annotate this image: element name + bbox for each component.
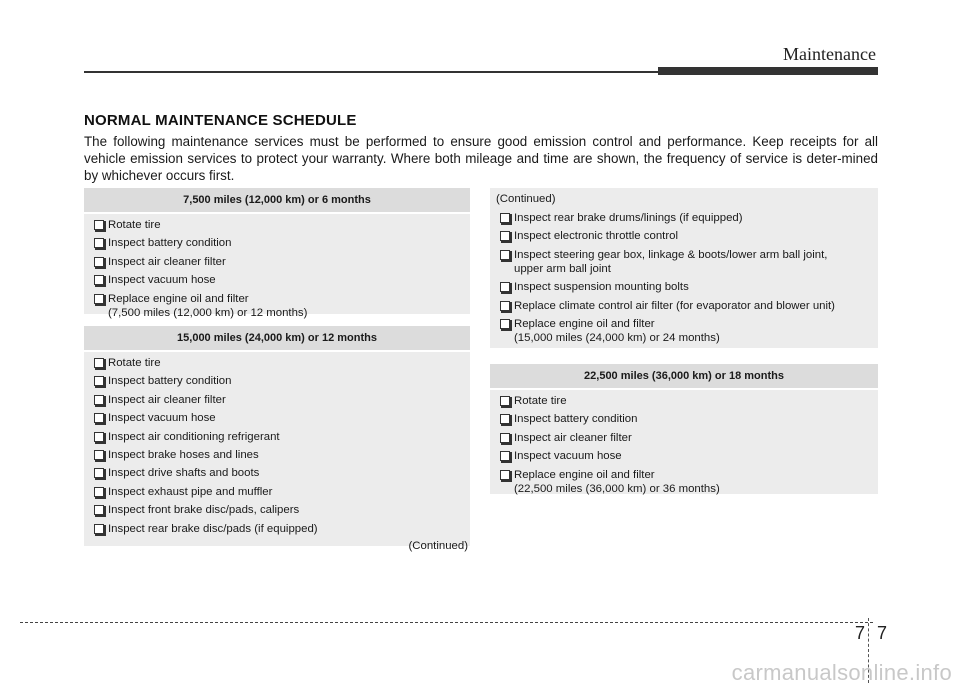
checkbox-icon bbox=[94, 257, 104, 267]
page-number: 7 bbox=[877, 623, 888, 643]
checkbox-icon bbox=[500, 433, 510, 443]
checkbox-icon bbox=[94, 294, 104, 304]
list-item: Inspect drive shafts and boots bbox=[94, 466, 460, 480]
list-item: Inspect air cleaner filter bbox=[500, 431, 868, 445]
list-item: Inspect battery condition bbox=[94, 374, 460, 388]
checkbox-icon bbox=[94, 238, 104, 248]
checkbox-icon bbox=[94, 450, 104, 460]
list-item: Inspect brake hoses and lines bbox=[94, 448, 460, 462]
checkbox-icon bbox=[94, 275, 104, 285]
checkbox-icon bbox=[94, 220, 104, 230]
header-rule-accent bbox=[658, 67, 878, 75]
checkbox-icon bbox=[94, 395, 104, 405]
intro-paragraph: The following maintenance services must be performed to ensure good emission control and performance. Keep receipts for all vehicle emission services to protect your warranty. Where both mileage and time are shown, the frequency of service is deter-mined by whichever occurs first. bbox=[84, 134, 878, 183]
list-item: Inspect air cleaner filter bbox=[94, 255, 460, 269]
list-item: Inspect air conditioning refrigerant bbox=[94, 430, 460, 444]
checkbox-icon bbox=[94, 358, 104, 368]
schedule-panel-continued bbox=[490, 188, 878, 348]
list-item: Inspect battery condition bbox=[500, 412, 868, 426]
schedule-heading: 7,500 miles (12,000 km) or 6 months bbox=[84, 188, 470, 214]
section-title: NORMAL MAINTENANCE SCHEDULE bbox=[84, 112, 357, 129]
list-item: Replace engine oil and filter (7,500 miles (12,000 km) or 12 months) bbox=[94, 292, 460, 320]
continued-label: (Continued) bbox=[408, 539, 468, 552]
checkbox-icon bbox=[94, 413, 104, 423]
checkbox-icon bbox=[94, 505, 104, 515]
checkbox-icon bbox=[94, 432, 104, 442]
checkbox-icon bbox=[500, 301, 510, 311]
watermark: carmanualsonline.info bbox=[731, 660, 952, 685]
checkbox-icon bbox=[500, 282, 510, 292]
list-item: Inspect rear brake drums/linings (if equipped) bbox=[500, 211, 868, 225]
checkbox-icon bbox=[500, 396, 510, 406]
checkbox-icon bbox=[94, 376, 104, 386]
checkbox-icon bbox=[94, 524, 104, 534]
list-item: Replace engine oil and filter (15,000 miles (24,000 km) or 24 months) bbox=[500, 317, 868, 345]
schedule-item-list bbox=[490, 211, 878, 345]
item-note: (7,500 miles (12,000 km) or 12 months) bbox=[108, 306, 308, 319]
schedule-item-list bbox=[84, 214, 470, 320]
chapter-header-title: Maintenance bbox=[783, 44, 876, 64]
checkbox-icon bbox=[500, 213, 510, 223]
list-item: Rotate tire bbox=[94, 356, 460, 370]
checkbox-icon bbox=[94, 468, 104, 478]
list-item: Inspect vacuum hose bbox=[94, 273, 460, 287]
continued-label: (Continued) bbox=[496, 193, 556, 205]
checkbox-icon bbox=[94, 487, 104, 497]
item-note: (15,000 miles (24,000 km) or 24 months) bbox=[514, 331, 720, 344]
checkbox-icon bbox=[500, 231, 510, 241]
item-note: upper arm ball joint bbox=[514, 262, 611, 275]
list-item: Inspect battery condition bbox=[94, 236, 460, 250]
list-item: Inspect vacuum hose bbox=[94, 411, 460, 425]
list-item: Replace engine oil and filter (22,500 miles (36,000 km) or 36 months) bbox=[500, 468, 868, 496]
checkbox-icon bbox=[500, 470, 510, 480]
list-item: Rotate tire bbox=[500, 394, 868, 408]
list-item: Inspect exhaust pipe and muffler bbox=[94, 485, 460, 499]
checkbox-icon bbox=[500, 250, 510, 260]
list-item: Rotate tire bbox=[94, 218, 460, 232]
schedule-panel-22500 bbox=[490, 364, 878, 494]
list-item: Inspect suspension mounting bolts bbox=[500, 280, 868, 294]
checkbox-icon bbox=[500, 451, 510, 461]
list-item: Inspect steering gear box, linkage & boots/lower arm ball joint, upper arm ball joint bbox=[500, 248, 868, 276]
schedule-heading: 22,500 miles (36,000 km) or 18 months bbox=[490, 364, 878, 390]
list-item: Inspect electronic throttle control bbox=[500, 229, 868, 243]
item-note: (22,500 miles (36,000 km) or 36 months) bbox=[514, 482, 720, 495]
list-item: Inspect front brake disc/pads, calipers bbox=[94, 503, 460, 517]
schedule-heading: 15,000 miles (24,000 km) or 12 months bbox=[84, 326, 470, 352]
schedule-panel-7500 bbox=[84, 188, 470, 319]
schedule-panel-15000 bbox=[84, 326, 470, 552]
schedule-item-list bbox=[84, 352, 470, 536]
checkbox-icon bbox=[500, 319, 510, 329]
list-item: Inspect rear brake disc/pads (if equipped) bbox=[94, 522, 460, 536]
list-item: Inspect vacuum hose bbox=[500, 449, 868, 463]
list-item: Inspect air cleaner filter bbox=[94, 393, 460, 407]
list-item: Replace climate control air filter (for evaporator and blower unit) bbox=[500, 299, 868, 313]
schedule-item-list bbox=[490, 390, 878, 496]
chapter-number: 7 bbox=[855, 623, 866, 643]
footer-rule bbox=[20, 622, 873, 623]
header-rule bbox=[84, 71, 664, 73]
checkbox-icon bbox=[500, 414, 510, 424]
